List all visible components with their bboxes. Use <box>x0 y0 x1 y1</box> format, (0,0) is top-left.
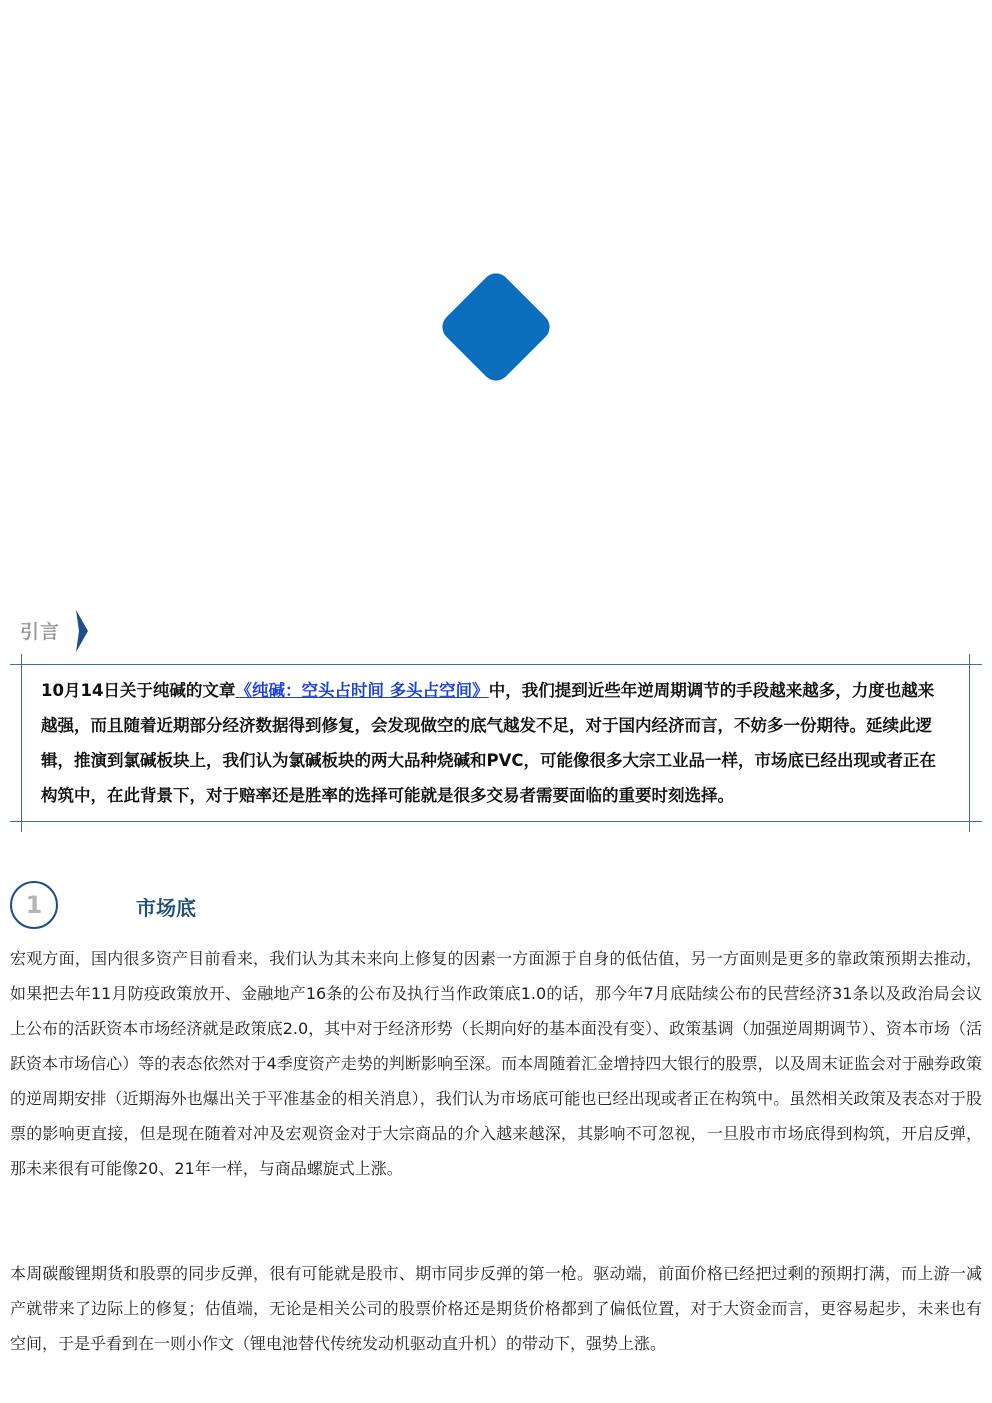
body-paragraph-2: 本周碳酸锂期货和股票的同步反弹，很有可能就是股市、期市同步反弹的第一枪。驱动端，前面价格已经把过剩的预期打满，而上游一减产就带来了边际上的修复；估值端，无论是相关公司的股票价格还是期货价格都到了偏低位置，对于大资金而言，更容易起步，未来也有空间，于是乎看到在一则小作文（锂电池替代传统发动机驱动直升机）的带动下，强势上涨。 <box>10 1264 982 1353</box>
brand-logo-diamond-icon <box>430 261 562 393</box>
intro-quote-text <box>41 673 946 813</box>
section-title: 市场底 <box>136 896 196 920</box>
quote-left-border <box>21 654 22 832</box>
quote-right-border <box>969 654 970 832</box>
section-number-badge <box>10 881 58 929</box>
intro-text-before-link: 10月14日关于纯碱的文章 <box>41 681 236 700</box>
intro-label: 引言 <box>20 621 61 643</box>
quote-top-border <box>10 664 982 665</box>
section-number: 1 <box>25 891 43 919</box>
body-paragraph-1: 宏观方面，国内很多资产目前看来，我们认为其未来向上修复的因素一方面源于自身的低估值，另一方面则是更多的靠政策预期去推动，如果把去年11月防疫政策放开、金融地产16条的公布及执行当作政策底1.0的话，那今年7月底陆续公布的民营经济31条以及政治局会议上公布的活跃资本市场经济就是政策底2.0，其中对于经济形势（长期向好的基本面没有变）、政策基调（加强逆周期调节）、资本市场（活跃资本市场信心）等的表态依然对于4季度资产走势的判断影响至深。而本周随着汇金增持四大银行的股票，以及周末证监会对于融券政策的逆周期安排（近期海外也爆出关于平准基金的相关消息），我们认为市场底可能也已经出现或者正在构筑中。虽然相关政策及表态对于股票的影响更直接，但是现在随着对冲及宏观资金对于大宗商品的介入越来越深，其影响不可忽视，一旦股市市场底得到构筑，开启反弹，那未来很有可能像20、21年一样，与商品螺旋式上涨。 <box>10 949 982 1178</box>
intro-text-after-link: 中，我们提到近些年逆周期调节的手段越来越多，力度也越来越强，而且随着近期部分经济数据得到修复，会发现做空的底气越发不足，对于国内经济而言，不妨多一份期待。延续此逻辑，推演到氯碱板块上，我们认为氯碱板块的两大品种烧碱和PVC，可能像很多大宗工业品一样，市场底已经出现或者正在构筑中，在此背景下，对于赔率还是胜率的选择可能就是很多交易者需要面临的重要时刻选择。 <box>41 681 936 805</box>
article-link[interactable]: 《纯碱：空头占时间 多头占空间》 <box>235 681 489 700</box>
quote-bottom-border <box>10 821 982 822</box>
chevron-right-icon <box>75 609 89 653</box>
